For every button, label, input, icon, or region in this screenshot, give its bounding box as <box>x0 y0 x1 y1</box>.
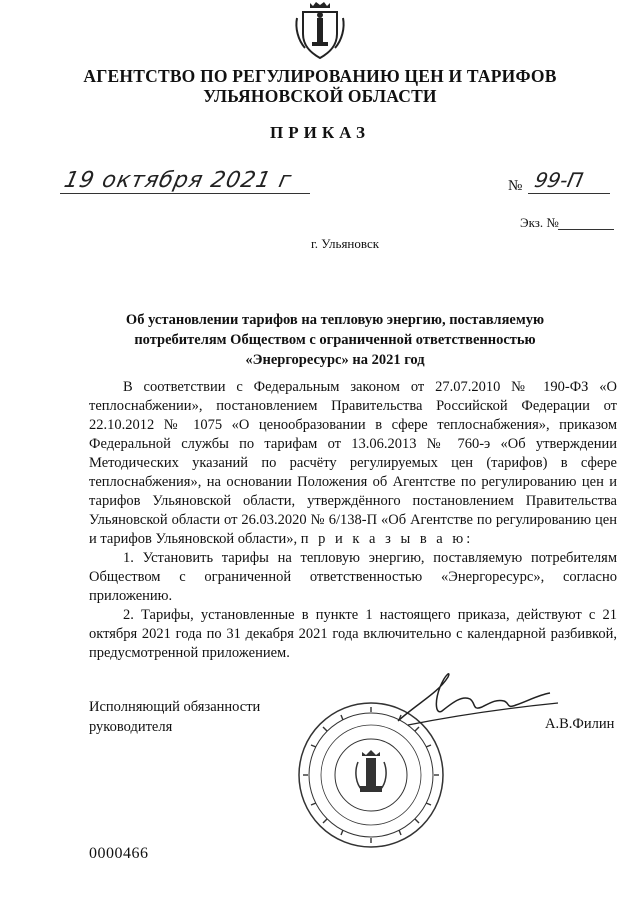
subject-line2: потребителям Обществом с ограниченной ответственностью <box>134 332 536 348</box>
coat-of-arms-emblem <box>293 0 347 60</box>
city-label: г. Ульяновск <box>310 236 380 251</box>
number-underline <box>528 193 610 194</box>
clause-2: 2. Тарифы, установленные в пункте 1 настоящего приказа, действуют с 21 октября 2021 года по 31 декабря 2021 года включительно с календарной разбивкой, предусмотренной приложением. <box>89 607 617 661</box>
order-subject <box>90 310 580 370</box>
number-sign: № <box>508 178 523 194</box>
signer-title-line1: Исполняющий обязанности <box>89 699 261 715</box>
preamble-paragraph <box>89 378 617 549</box>
clause-1: 1. Установить тарифы на тепловую энергию, поставляемую потребителям Обществом с ограниченной ответственностью «Энергоресурс», согласно приложению. <box>89 550 617 604</box>
agency-name-line2: УЛЬЯНОВСКОЙ ОБЛАСТИ <box>203 86 437 106</box>
agency-name <box>40 66 600 106</box>
copy-number-underline <box>558 229 614 230</box>
handwritten-date: 19 октября 2021 г <box>61 168 295 193</box>
subject-line1: Об установлении тарифов на тепловую энергию, поставляемую <box>125 312 545 328</box>
subject-line3: «Энергоресурс» на 2021 год <box>245 352 425 368</box>
order-body <box>89 378 617 663</box>
copy-number-label: Экз. № <box>520 215 559 230</box>
agency-name-line1: АГЕНТСТВО ПО РЕГУЛИРОВАНИЮ ЦЕН И ТАРИФОВ <box>83 66 557 86</box>
order-verb: п р и к а з ы в а ю: <box>300 531 474 547</box>
handwritten-order-number: 99-П <box>532 168 586 192</box>
signer-title-line2: руководителя <box>89 719 173 735</box>
signer-title <box>89 697 260 737</box>
signer-name: А.В.Филин <box>545 716 615 732</box>
serial-number: 0000466 <box>89 845 149 862</box>
document-type-title: ПРИКАЗ <box>270 123 370 142</box>
date-underline <box>60 193 310 194</box>
preamble-text: В соответствии с Федеральным законом от 27.07.2010 № 190-ФЗ «О теплоснабжении», постановлением Правительства Российской Федерации от 22.10.2012 № 1075 «О ценообразовании в сфере теплоснабжения», приказом Федеральной службы по тарифам от 13.06.2013 № 760-э «Об утверждении Методических указаний по расчёту регулируемых цен (тарифов) в сфере теплоснабжения», на основании Положения об Агентстве по регулированию цен и тарифов Ульяновской области, утверждённого постановлением Правительства Ульяновской области от 26.03.2020 № 6/138-П «Об Агентстве по регулированию цен и тарифов Ульяновской области», <box>89 379 617 547</box>
